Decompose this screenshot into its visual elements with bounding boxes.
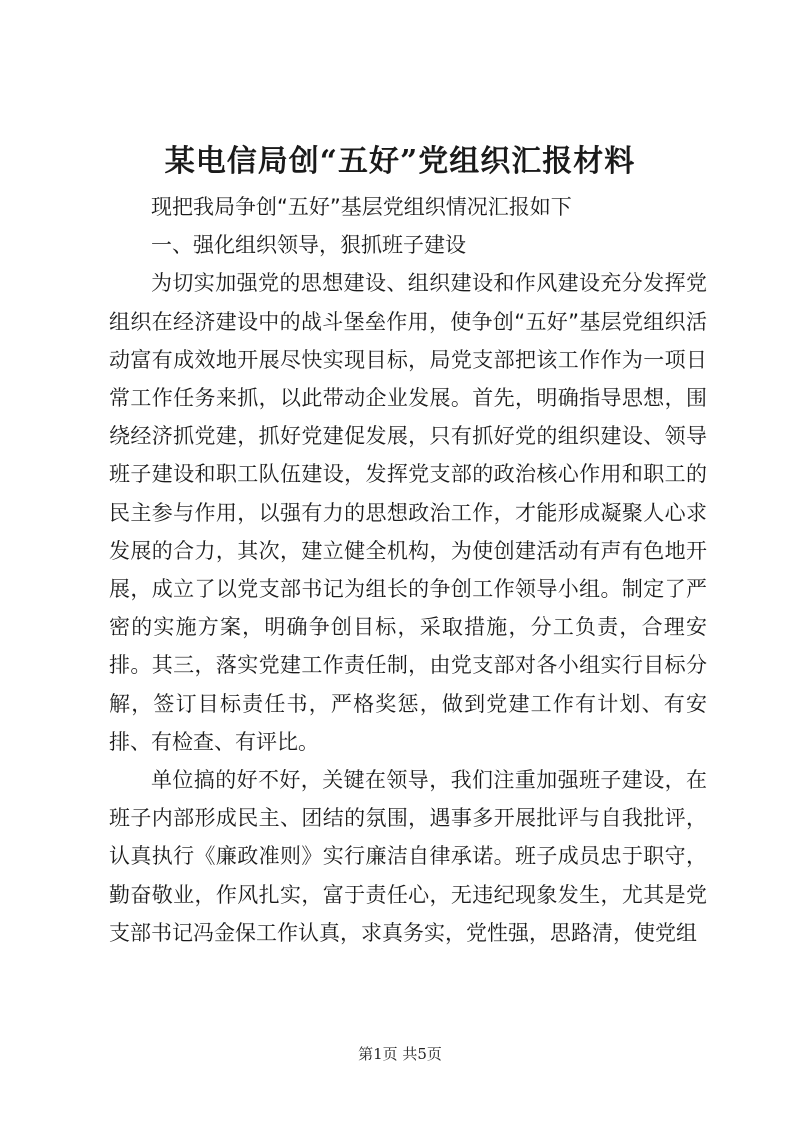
body-paragraph: 为切实加强党的思想建设、组织建设和作风建设充分发挥党组织在经济建设中的战斗堡垒作用，使争创“五好”基层党组织活动富有成效地开展尽快实现目标，局党支部把该工作作为一项日常工作任务来抓，以此带动企业发展。首先，明确指导思想，围绕经济抓党建，抓好党建促发展，只有抓好党的组织建设、领导班子建设和职工队伍建设，发挥党支部的政治核心作用和职工的民主参与作用，以强有力的思想政治工作，才能形成凝聚人心求发展的合力，其次，建立健全机构，为使创建活动有声有色地开展，成立了以党支部书记为组长的争创工作领导小组。制定了严密的实施方案，明确争创目标，采取措施，分工负责，合理安排。其三，落实党建工作责任制，由党支部对各小组实行目标分解，签订目标责任书，严格奖惩，做到党建工作有计划、有安排、有检查、有评比。	[109, 271, 707, 754]
body-paragraph: 单位搞的好不好，关键在领导，我们注重加强班子建设，在班子内部形成民主、团结的氛围，遇事多开展批评与自我批评，认真执行《廉政准则》实行廉洁自律承诺。班子成员忠于职守，勤奋敬业，作风扎实，富于责任心，无违纪现象发生，尤其是党支部书记冯金保工作认真，求真务实，党性强，思路清，使党组	[109, 768, 707, 945]
page-number-footer: 第1页 共5页	[358, 1045, 442, 1063]
document-title: 某电信局创“五好”党组织汇报材料	[164, 144, 636, 179]
intro-paragraph: 现把我局争创“五好”基层党组织情况汇报如下	[151, 195, 572, 219]
section-heading: 一、强化组织领导，狠抓班子建设	[151, 233, 466, 258]
document-body	[109, 188, 707, 952]
